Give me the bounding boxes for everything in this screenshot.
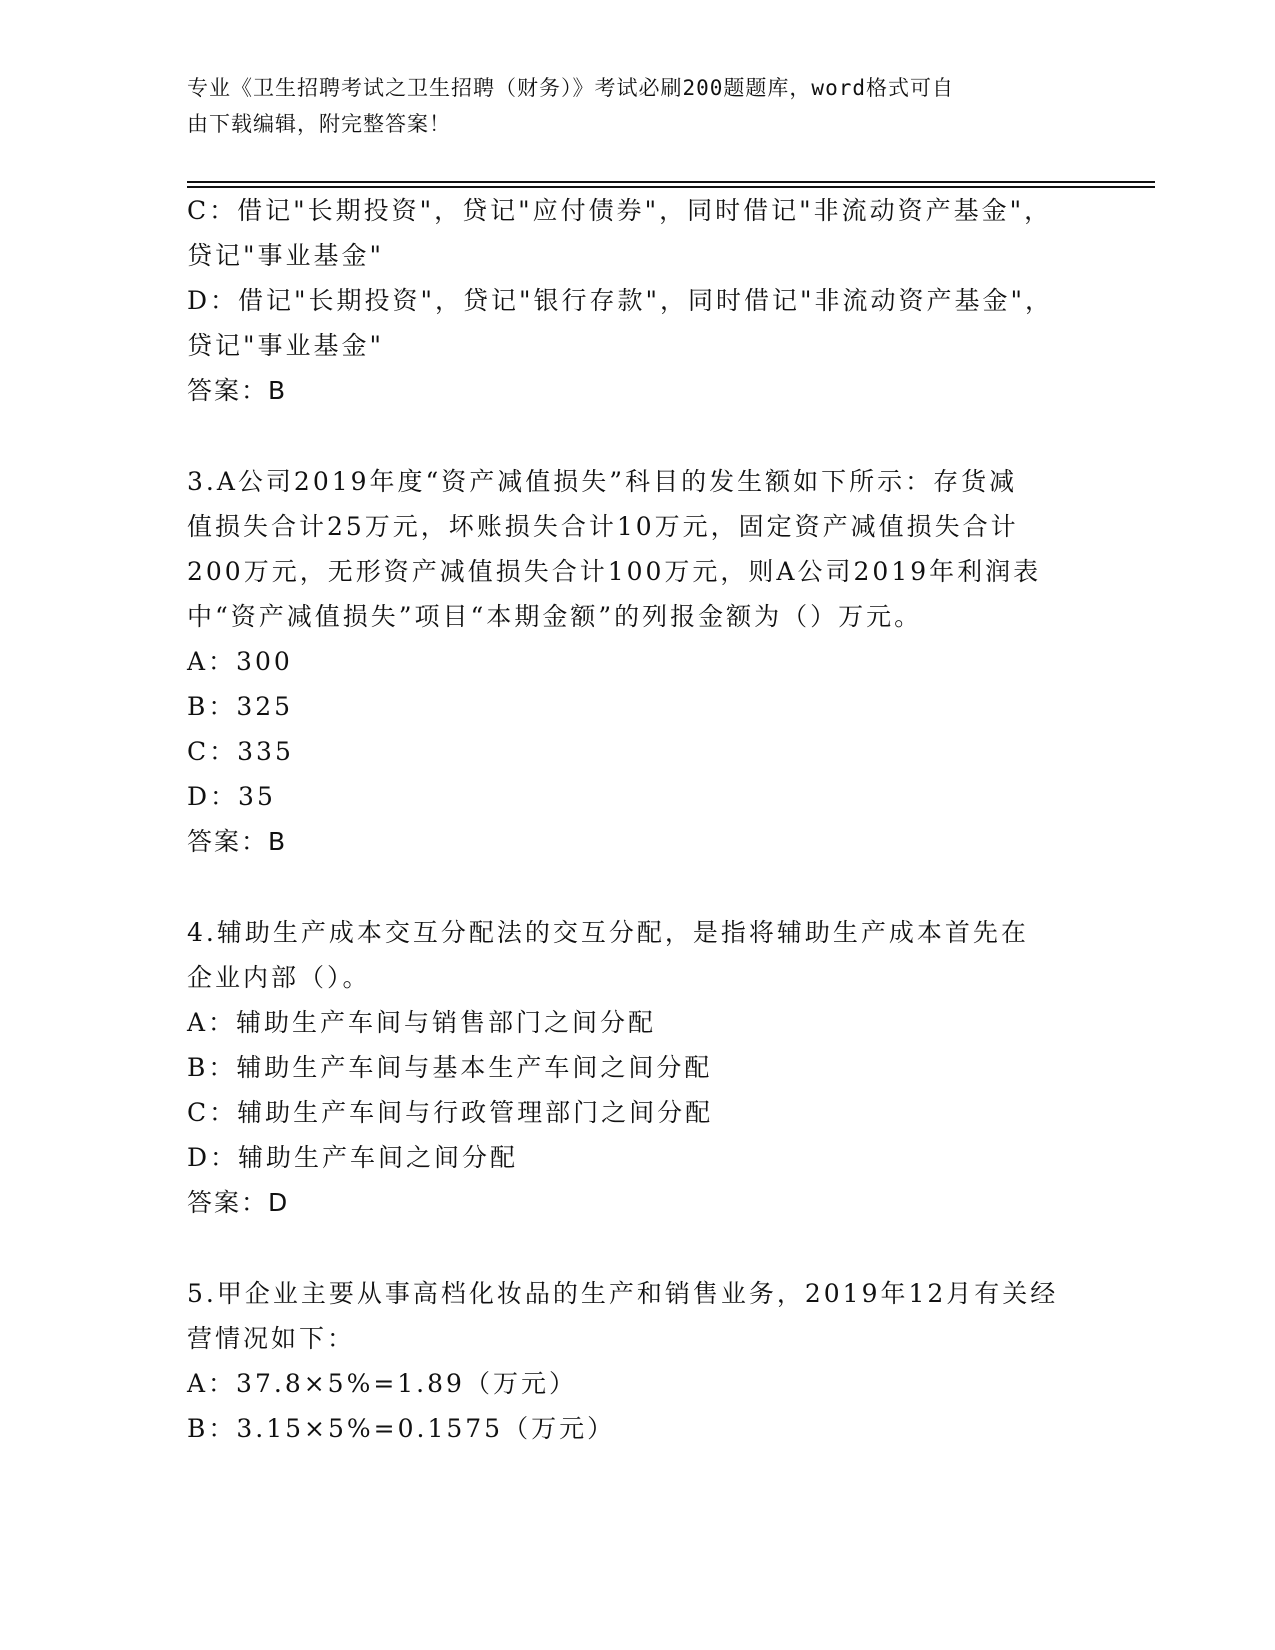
q3-option-c: C：335	[187, 737, 294, 766]
q3-stem-line-2: 值损失合计25万元，坏账损失合计10万元，固定资产减值损失合计	[187, 512, 1019, 541]
q2-option-d-line-1: D：借记"长期投资"，贷记"银行存款"，同时借记"非流动资产基金"，	[187, 286, 1054, 315]
spacer	[187, 864, 1087, 910]
q5-option-a: A：37.8×5%=1.89（万元）	[187, 1369, 577, 1398]
question-content	[187, 188, 1087, 1451]
q2-option-c-line-2: 贷记"事业基金"	[187, 241, 384, 270]
question-5-block	[187, 1271, 1087, 1451]
q5-stem-line-1: 5.甲企业主要从事高档化妆品的生产和销售业务，2019年12月有关经	[187, 1279, 1059, 1308]
q3-option-a: A：300	[187, 647, 293, 676]
q3-answer: 答案：B	[187, 827, 288, 856]
question-2-block	[187, 188, 1087, 413]
header-line-1: 专业《卫生招聘考试之卫生招聘（财务）》考试必刷200题题库，word格式可自	[187, 76, 954, 100]
q4-option-c: C：辅助生产车间与行政管理部门之间分配	[187, 1098, 714, 1127]
spacer	[187, 413, 1087, 459]
q4-stem-line-2: 企业内部（）。	[187, 963, 371, 992]
question-4-block	[187, 910, 1087, 1225]
q3-stem-line-4: 中“资产减值损失”项目“本期金额”的列报金额为（）万元。	[187, 602, 923, 631]
q5-option-b: B：3.15×5%=0.1575（万元）	[187, 1414, 616, 1443]
question-3-block	[187, 459, 1087, 864]
q4-option-b: B：辅助生产车间与基本生产车间之间分配	[187, 1053, 713, 1082]
q4-answer: 答案：D	[187, 1188, 290, 1217]
spacer	[187, 1225, 1087, 1271]
header-line-2: 由下载编辑，附完整答案！	[187, 112, 451, 136]
document-header	[187, 70, 1087, 142]
q3-option-b: B：325	[187, 692, 294, 721]
q3-stem-line-1: 3.A公司2019年度“资产减值损失”科目的发生额如下所示：存货减	[187, 467, 1018, 496]
q2-option-d-line-2: 贷记"事业基金"	[187, 331, 384, 360]
q4-option-d: D：辅助生产车间之间分配	[187, 1143, 519, 1172]
q5-stem-line-2: 营情况如下：	[187, 1324, 356, 1353]
header-divider-top	[187, 181, 1155, 183]
q3-option-d: D：35	[187, 782, 276, 811]
q4-stem-line-1: 4.辅助生产成本交互分配法的交互分配，是指将辅助生产成本首先在	[187, 918, 1029, 947]
q3-stem-line-3: 200万元，无形资产减值损失合计100万元，则A公司2019年利润表	[187, 557, 1042, 586]
q4-option-a: A：辅助生产车间与销售部门之间分配	[187, 1008, 657, 1037]
q2-option-c-line-1: C：借记"长期投资"，贷记"应付债券"，同时借记"非流动资产基金"，	[187, 196, 1053, 225]
q2-answer: 答案：B	[187, 376, 288, 405]
